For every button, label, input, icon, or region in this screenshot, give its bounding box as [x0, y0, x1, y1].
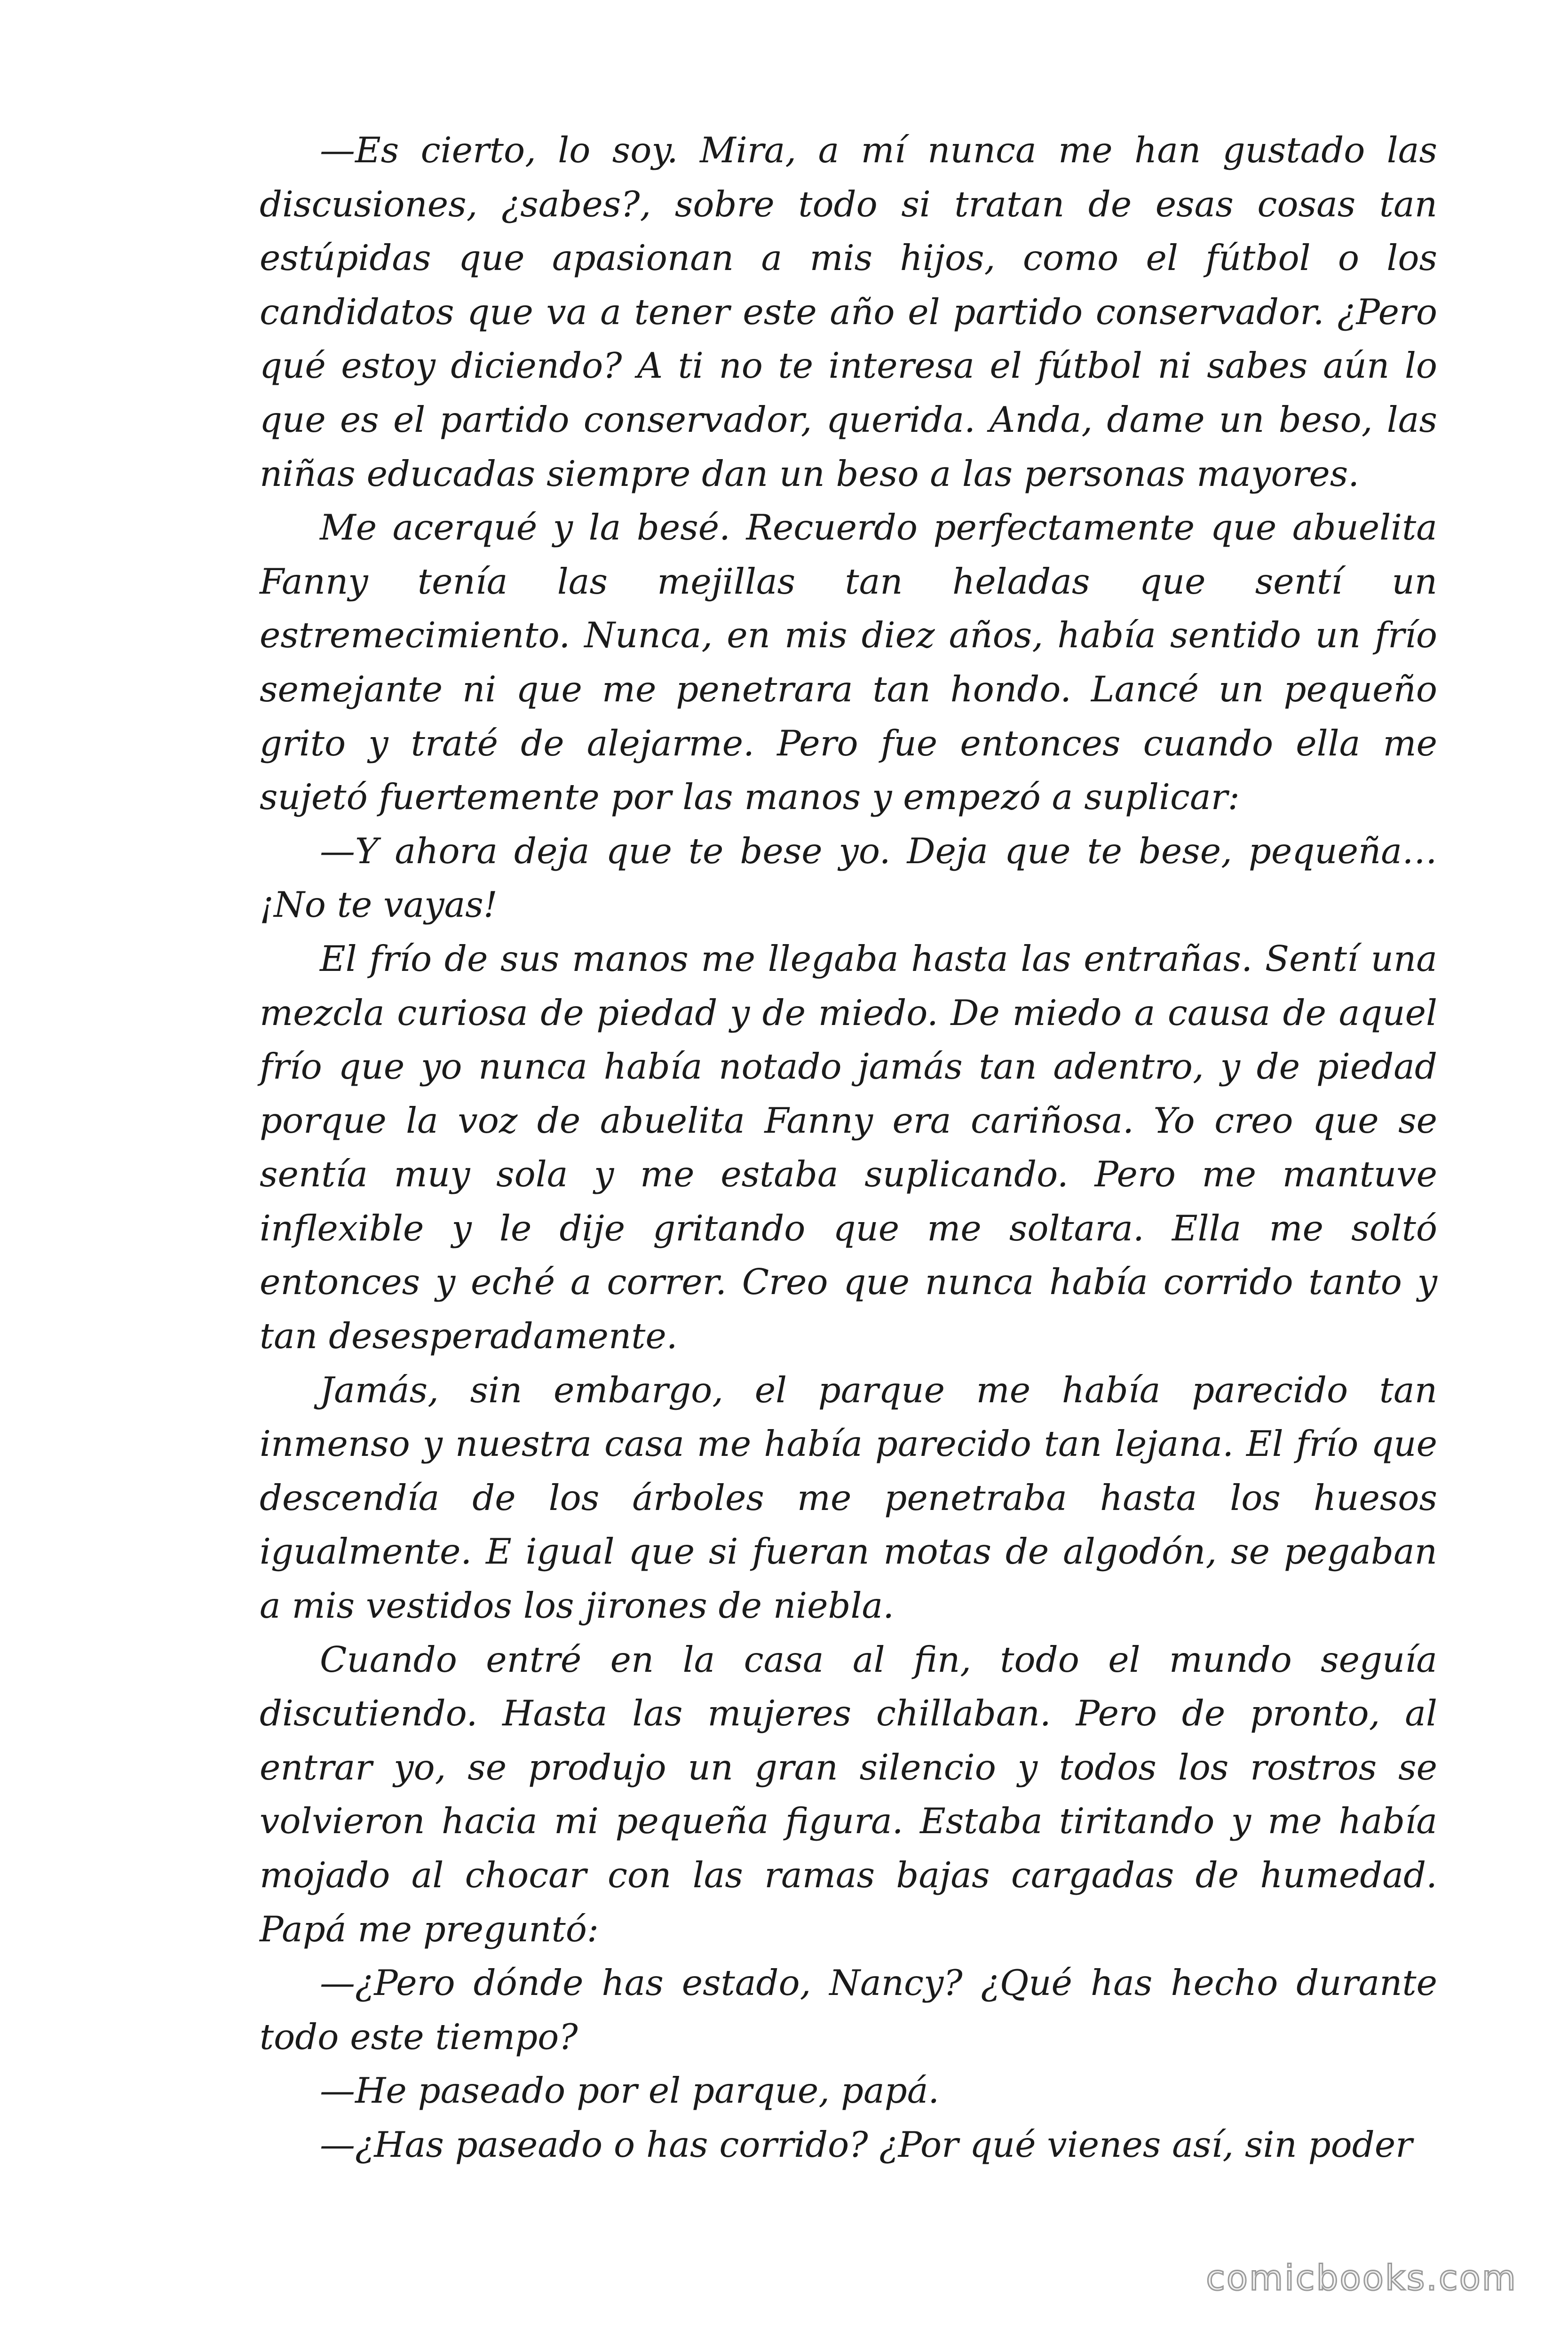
paragraph: —¿Has paseado o has corrido? ¿Por qué vienes así, sin poder: [320, 2123, 1413, 2165]
body-text: [260, 123, 1437, 2172]
paragraph: Jamás, sin embargo, el parque me había parecido tan inmenso y nuestra casa me había parecido tan lejana. El frío que descendía de los árboles me penetraba hasta los huesos igualmente. E igual que si fueran motas de algodón, se pegaban a mis vestidos los jirones de niebla.: [260, 1369, 1437, 1627]
paragraph: —Es cierto, lo soy. Mira, a mí nunca me han gustado las discusiones, ¿sabes?, sobre todo si tratan de esas cosas tan estúpidas que apasionan a mis hijos, como el fútbol o los candidatos que va a tener este año el partido conservador. ¿Pero qué estoy diciendo? A ti no te interesa el fútbol ni sabes aún lo que es el partido conservador, querida. Anda, dame un beso, las niñas educadas siempre dan un beso a las personas mayores.: [260, 129, 1437, 494]
watermark: comicbooks.com: [1206, 2258, 1517, 2298]
paragraph: —He paseado por el parque, papá.: [320, 2070, 940, 2112]
paragraph: —¿Pero dónde has estado, Nancy? ¿Qué has hecho durante todo este tiempo?: [260, 1962, 1437, 2058]
paragraph: Me acerqué y la besé. Recuerdo perfectamente que abuelita Fanny tenía las mejillas tan heladas que sentí un estremecimiento. Nunca, en mis diez años, había sentido un frío semejante ni que me penetrara tan hondo. Lancé un pequeño grito y traté de alejarme. Pero fue entonces cuando ella me sujetó fuertemente por las manos y empezó a suplicar:: [260, 507, 1437, 818]
paragraph: El frío de sus manos me llegaba hasta las entrañas. Sentí una mezcla curiosa de piedad y de miedo. De miedo a causa de aquel frío que yo nunca había notado jamás tan adentro, y de piedad porque la voz de abuelita Fanny era cariñosa. Yo creo que se sentía muy sola y me estaba suplicando. Pero me mantuve inflexible y le dije gritando que me soltara. Ella me soltó entonces y eché a correr. Creo que nunca había corrido tanto y tan desesperadamente.: [260, 938, 1437, 1357]
paragraph: Cuando entré en la casa al fin, todo el mundo seguía discutiendo. Hasta las mujeres chillaban. Pero de pronto, al entrar yo, se produjo un gran silencio y todos los rostros se volvieron hacia mi pequeña figura. Estaba tiritando y me había mojado al chocar con las ramas bajas cargadas de humedad. Papá me preguntó:: [260, 1638, 1437, 1950]
paragraph: —Y ahora deja que te bese yo. Deja que te bese, pequeña… ¡No te vayas!: [260, 830, 1437, 926]
